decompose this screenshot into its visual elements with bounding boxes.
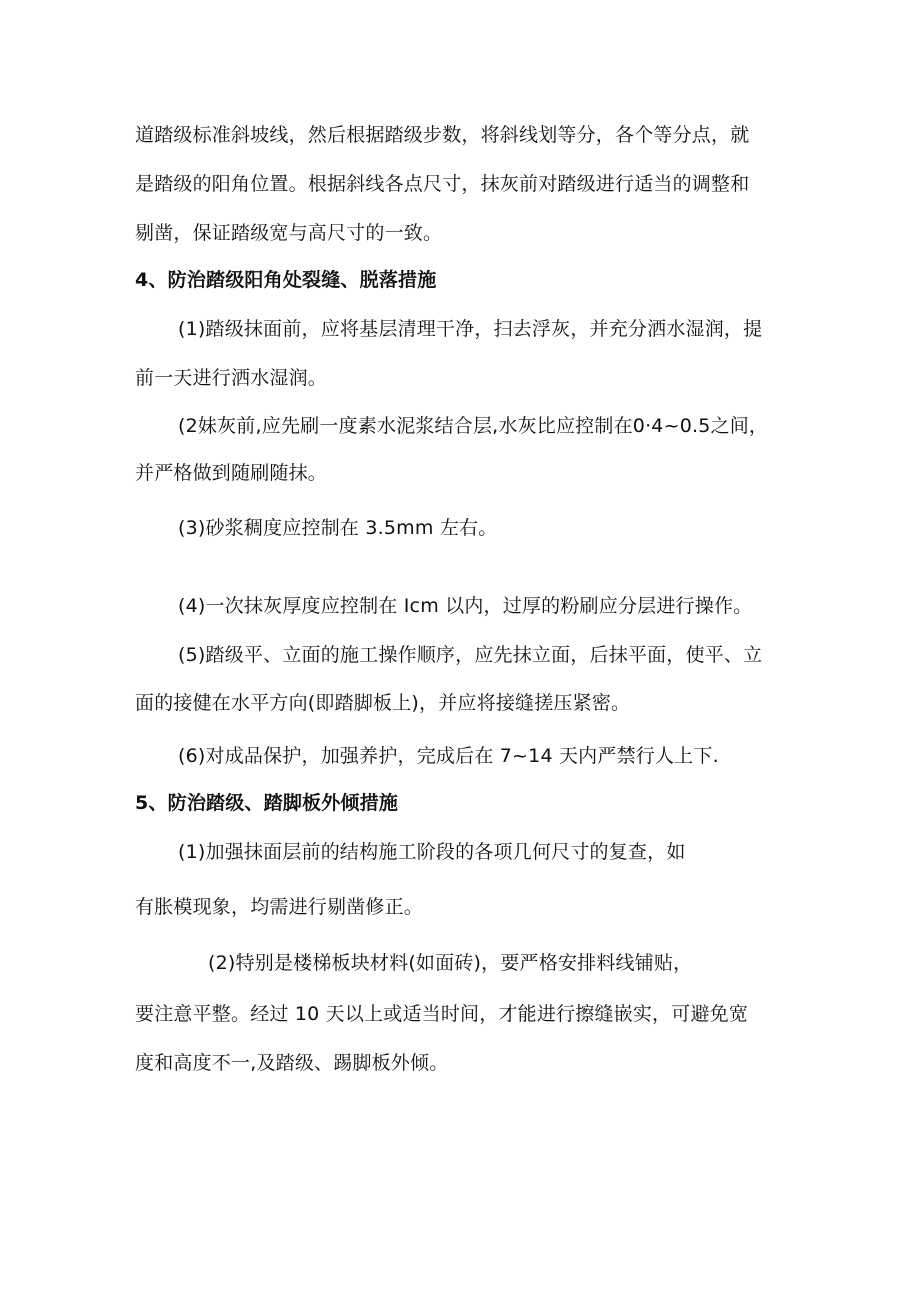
section-heading-5: 5、防治踏级、踏脚板外倾措施 (135, 792, 399, 814)
paragraph-line-1: 道踏级标准斜坡线，然后根据踏级步数，将斜线划等分，各个等分点，就 (135, 124, 750, 146)
section-heading-4: 4、防治踏级阳角处裂缝、脱落措施 (135, 269, 437, 291)
item-6-line: (6)对成品保护，加强养护，完成后在 7~14 天内严禁行人上下. (178, 745, 719, 767)
paragraph-line-3: 剔凿，保证踏级宽与高尺寸的一致。 (135, 222, 443, 244)
item-5-line-2: 面的接健在水平方向(即踏脚板上)，并应将接缝搓压紧密。 (135, 692, 631, 714)
item-1-line-2: 前一天进行洒水湿润。 (135, 367, 328, 389)
item-3-line: (3)砂浆稠度应控制在 3.5mm 左右。 (178, 517, 498, 539)
item-5-2-line-2: 要注意平整。经过 10 天以上或适当时间，才能进行擦缝嵌实，可避免宽 (135, 1003, 749, 1025)
item-2-line-1: (2妹灰前,应先刷一度素水泥浆结合层,水灰比应控制在0·4~0.5之间， (178, 415, 769, 437)
item-5-2-line-1: (2)特别是楼梯板块材料(如面砖)，要严格安排料线铺贴， (208, 952, 693, 974)
item-5-line-1: (5)踏级平、立面的施工操作顺序，应先抹立面，后抹平面，使平、立 (178, 644, 763, 666)
item-5-1-line-1: (1)加强抹面层前的结构施工阶段的各项几何尺寸的复查，如 (178, 841, 686, 863)
item-4-line: (4)一次抹灰厚度应控制在 Icm 以内，过厚的粉刷应分层进行操作。 (178, 595, 753, 617)
item-2-line-2: 并严格做到随刷随抹。 (135, 462, 328, 484)
item-1-line-1: (1)踏级抹面前，应将基层清理干净，扫去浮灰，并充分洒水湿润，提 (178, 318, 763, 340)
paragraph-line-2: 是踏级的阳角位置。根据斜线各点尺寸，抹灰前对踏级进行适当的调整和 (135, 173, 750, 195)
item-5-1-line-2: 有胀模现象，均需进行剔凿修正。 (135, 896, 424, 918)
item-5-2-line-3: 度和高度不一,及踏级、踢脚板外倾。 (135, 1052, 449, 1074)
